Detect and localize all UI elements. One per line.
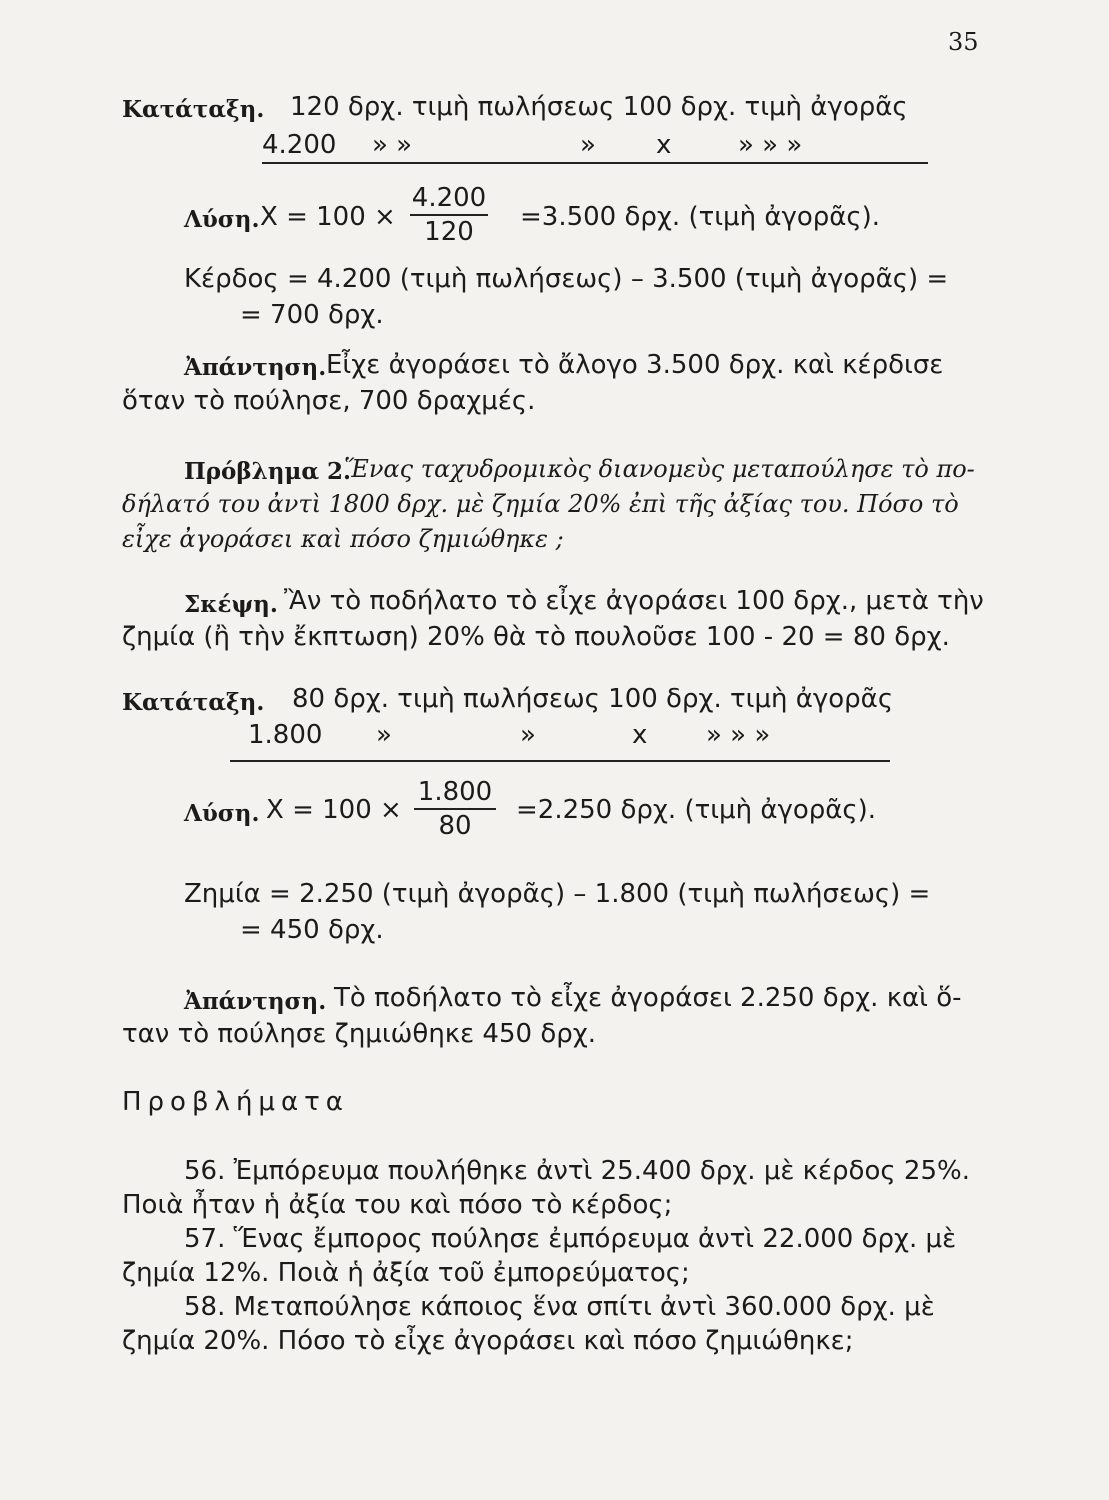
exercise-56-line1: 56. Ἐμπόρευμα πουλήθηκε ἀντὶ 25.400 δρχ. μὲ κέρδος 25%. — [184, 1156, 970, 1186]
katataxi-row2-value-2: 1.800 — [248, 720, 323, 750]
katataxi-label-2: Κατάταξη. — [122, 689, 265, 716]
katataxi-row1-1: 120 δρχ. τιμὴ πωλήσεως 100 δρχ. τιμὴ ἀγορᾶς — [290, 92, 908, 122]
fraction-1 — [410, 184, 488, 246]
fraction-numerator-2: 1.800 — [417, 777, 493, 807]
fraction-denominator-1: 120 — [424, 217, 474, 247]
katataxi-row2-marks-b-1: » — [580, 130, 596, 160]
apantisi-line1-1: Εἶχε ἀγοράσει τὸ ἄλογο 3.500 δρχ. καὶ κέρδισε — [326, 350, 944, 380]
apantisi-label-1: Ἀπάντηση. — [184, 354, 327, 381]
katataxi-row2-x-1: x — [656, 130, 672, 160]
zimia-line1: Ζημία = 2.250 (τιμὴ ἀγορᾶς) – 1.800 (τιμὴ πωλήσεως) = — [184, 879, 931, 909]
fraction-bar-2 — [414, 808, 496, 810]
katataxi-row2-marks-a-2: » — [376, 720, 392, 750]
apantisi-line1-2: Τὸ ποδήλατο τὸ εἶχε ἀγοράσει 2.250 δρχ. καὶ ὅ- — [334, 983, 962, 1013]
katataxi-row2-marks-c-1: » » » — [738, 130, 803, 160]
lysi-right-1: =3.500 δρχ. (τιμὴ ἀγορᾶς). — [520, 202, 881, 232]
katataxi-rule-1 — [262, 162, 928, 164]
exercise-58-line1: 58. Μεταπούλησε κάποιος ἕνα σπίτι ἀντὶ 360.000 δρχ. μὲ — [184, 1292, 935, 1322]
fraction-numerator-1: 4.200 — [411, 183, 487, 213]
fraction-denominator-2: 80 — [438, 811, 472, 841]
problem2-line1: Ἕνας ταχυδρομικὸς διανομεὺς μεταπούλησε τὸ πο- — [344, 455, 975, 483]
katataxi-row1-2: 80 δρχ. τιμὴ πωλήσεως 100 δρχ. τιμὴ ἀγορᾶς — [292, 684, 894, 714]
katataxi-row2-marks-b-2: » — [520, 720, 536, 750]
exercise-57-line1: 57. Ἕνας ἔμπορος πούλησε ἐμπόρευμα ἀντὶ 22.000 δρχ. μὲ — [184, 1224, 957, 1254]
skepsi-line1: Ἂν τὸ ποδήλατο τὸ εἶχε ἀγοράσει 100 δρχ., μετὰ τὴν — [284, 586, 984, 616]
fraction-2 — [414, 778, 496, 840]
problem2-line2: δήλατό του ἀντὶ 1800 δρχ. μὲ ζημία 20% ἐπὶ τῆς ἀξίας του. Πόσο τὸ — [122, 490, 959, 518]
skepsi-line2: ζημία (ἢ τὴν ἔκπτωση) 20% θὰ τὸ πουλοῦσε 100 - 20 = 80 δρχ. — [122, 622, 950, 652]
zimia-line2: = 450 δρχ. — [240, 915, 384, 945]
lysi-right-2: =2.250 δρχ. (τιμὴ ἀγορᾶς). — [516, 795, 877, 825]
problem2-title-label: Πρόβλημα 2. — [184, 458, 352, 485]
exercise-58-line2: ζημία 20%. Πόσο τὸ εἶχε ἀγοράσει καὶ πόσο ζημιώθηκε; — [122, 1326, 854, 1356]
lysi-left-1: X = 100 × — [260, 202, 396, 232]
lysi-left-2: X = 100 × — [266, 795, 402, 825]
apantisi-line2-1: ὅταν τὸ πούλησε, 700 δραχμές. — [122, 386, 536, 416]
kerdos-line2: = 700 δρχ. — [240, 300, 384, 330]
katataxi-label-1: Κατάταξη. — [122, 96, 265, 123]
skepsi-label: Σκέψη. — [184, 591, 278, 618]
exercises-heading: Προβλήματα — [122, 1087, 349, 1117]
problem2-line3: εἶχε ἀγοράσει καὶ πόσο ζημιώθηκε ; — [122, 525, 564, 553]
apantisi-label-2: Ἀπάντηση. — [184, 988, 327, 1015]
lysi-label-1: Λύση. — [184, 206, 260, 233]
lysi-label-2: Λύση. — [184, 800, 260, 827]
exercise-56-line2: Ποιὰ ἦταν ἡ ἀξία του καὶ πόσο τὸ κέρδος; — [122, 1190, 673, 1220]
katataxi-row2-marks-c-2: » » » — [706, 720, 771, 750]
fraction-bar-1 — [410, 214, 488, 216]
kerdos-line1: Κέρδος = 4.200 (τιμὴ πωλήσεως) – 3.500 (τιμὴ ἀγορᾶς) = — [184, 264, 949, 294]
apantisi-line2-2: ταν τὸ πούλησε ζημιώθηκε 450 δρχ. — [122, 1019, 597, 1049]
katataxi-row2-value-1: 4.200 — [262, 130, 337, 160]
exercise-57-line2: ζημία 12%. Ποιὰ ἡ ἀξία τοῦ ἐμπορεύματος; — [122, 1258, 690, 1288]
page-number: 35 — [948, 28, 979, 56]
katataxi-rule-2 — [230, 760, 890, 762]
katataxi-row2-x-2: x — [632, 720, 648, 750]
katataxi-row2-marks-a-1: » » — [372, 130, 413, 160]
